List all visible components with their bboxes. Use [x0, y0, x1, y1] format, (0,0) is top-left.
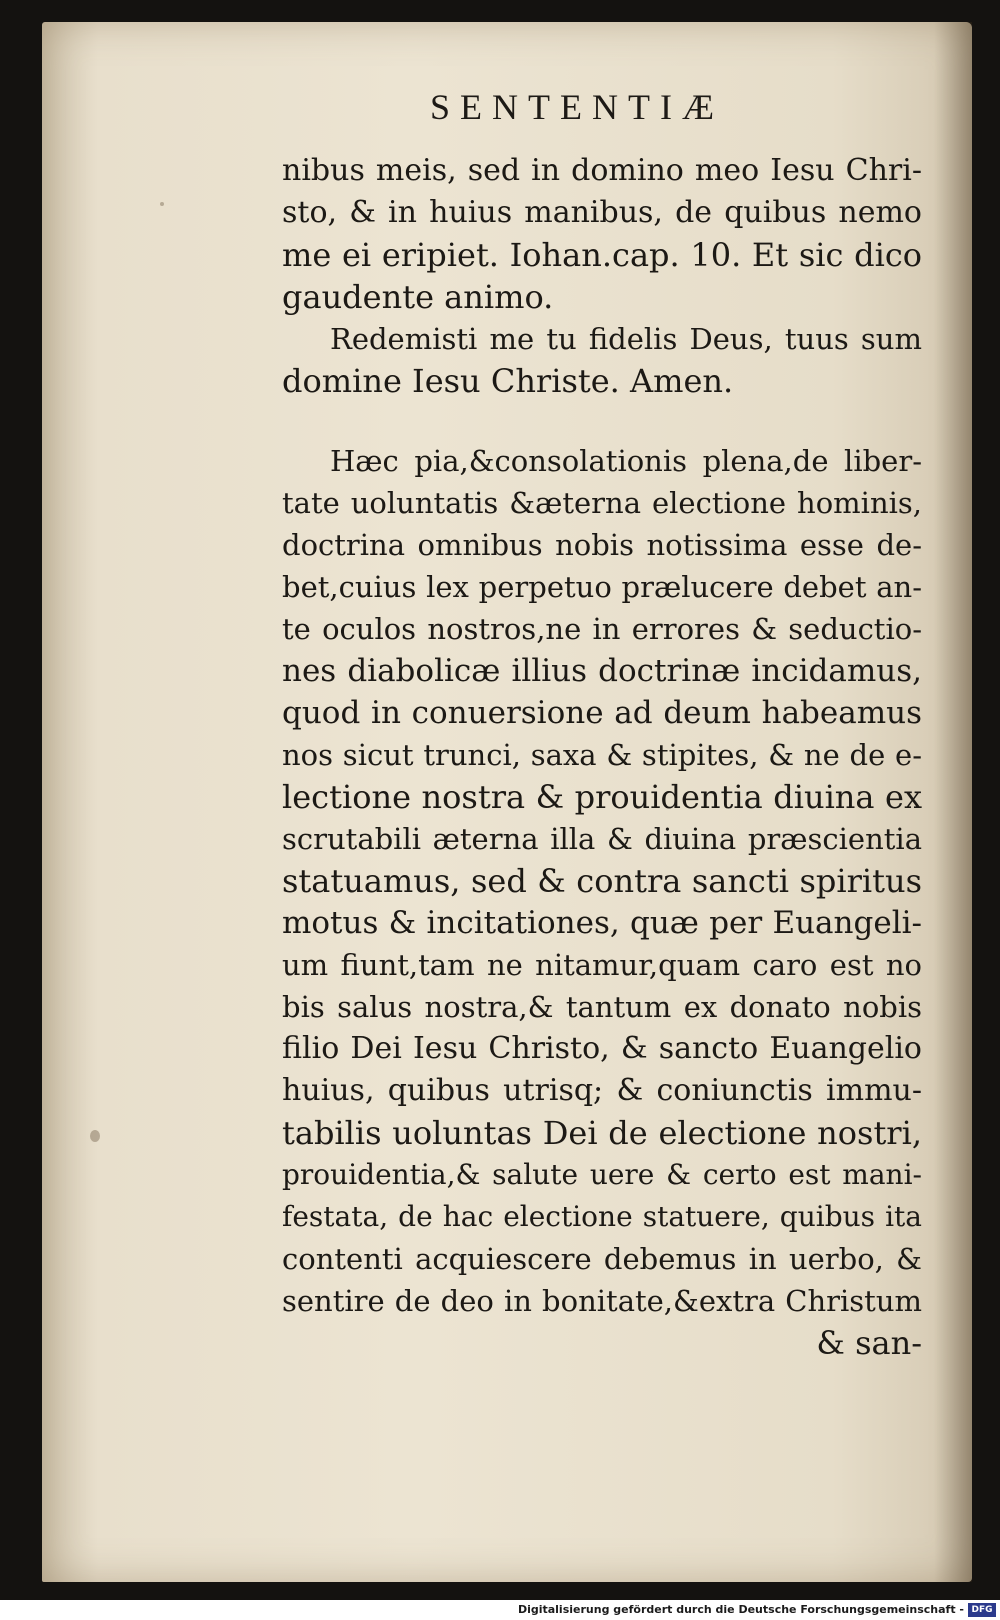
text-line: huius, quibus utrisq; & coniunctis immu-	[282, 1073, 922, 1108]
text-line: motus & incitationes, quæ per Euangeli-	[282, 905, 922, 941]
body-text	[282, 150, 922, 1364]
text-line: quod in conuersione ad deum habeamus	[282, 695, 922, 731]
paper-stain	[90, 1130, 100, 1142]
text-line: Hæc pia,&consolationis plena,de liber-	[330, 444, 922, 478]
book-page	[42, 22, 972, 1582]
dfg-logo: DFG	[968, 1603, 996, 1617]
paper-speck	[160, 202, 164, 206]
digitization-footer	[0, 1600, 1000, 1620]
text-line: sentire de deo in bonitate,&extra Christum	[282, 1284, 922, 1318]
text-line: statuamus, sed & contra sancti spiritus	[282, 862, 922, 900]
text-line: prouidentia,& salute uere & certo est mani-	[282, 1158, 922, 1191]
text-line: bis salus nostra,& tantum ex donato nobis	[282, 990, 922, 1024]
footer-credit: Digitalisierung gefördert durch die Deutsche Forschungsgemeinschaft -	[517, 1603, 964, 1616]
text-line: um fiunt,tam ne nitamur,quam caro est no	[282, 948, 922, 982]
text-line: nibus meis, sed in domino meo Iesu Chri-	[282, 153, 922, 188]
text-line: contenti acquiescere debemus in uerbo, &	[282, 1242, 922, 1276]
text-line: tabilis uoluntas Dei de electione nostri,	[282, 1114, 922, 1152]
text-line: nes diabolicæ illius doctrinæ incidamus,	[282, 653, 922, 689]
text-line: me ei eripiet. Iohan.cap. 10. Et sic dico	[282, 236, 922, 274]
text-line: domine Iesu Christe. Amen.	[282, 362, 734, 400]
text-line: sto, & in huius manibus, de quibus nemo	[282, 195, 922, 230]
paragraph	[282, 440, 922, 1364]
paragraph	[282, 318, 922, 402]
catchword: & san-	[816, 1324, 922, 1362]
page-gutter-shadow	[934, 22, 972, 1582]
text-line: scrutabili æterna illa & diuina præscientia	[282, 822, 922, 856]
text-line: doctrina omnibus nobis notissima esse de-	[282, 528, 922, 562]
text-line: filio Dei Iesu Christo, & sancto Euangelio	[282, 1031, 922, 1066]
running-head: SENTENTIÆ	[430, 87, 724, 127]
text-line: Redemisti me tu fidelis Deus, tuus sum	[330, 322, 922, 356]
text-line: gaudente animo.	[282, 278, 554, 316]
text-line: festata, de hac electione statuere, quibus ita	[282, 1200, 922, 1233]
text-line: bet,cuius lex perpetuo prælucere debet an-	[282, 570, 922, 604]
text-line: nos sicut trunci, saxa & stipites, & ne de e-	[282, 738, 922, 772]
paragraph	[282, 150, 922, 318]
text-line: te oculos nostros,ne in errores & seductio-	[282, 612, 922, 646]
text-line: tate uoluntatis &æterna electione hominis,	[282, 486, 922, 520]
text-line: lectione nostra & prouidentia diuina ex	[282, 778, 922, 816]
